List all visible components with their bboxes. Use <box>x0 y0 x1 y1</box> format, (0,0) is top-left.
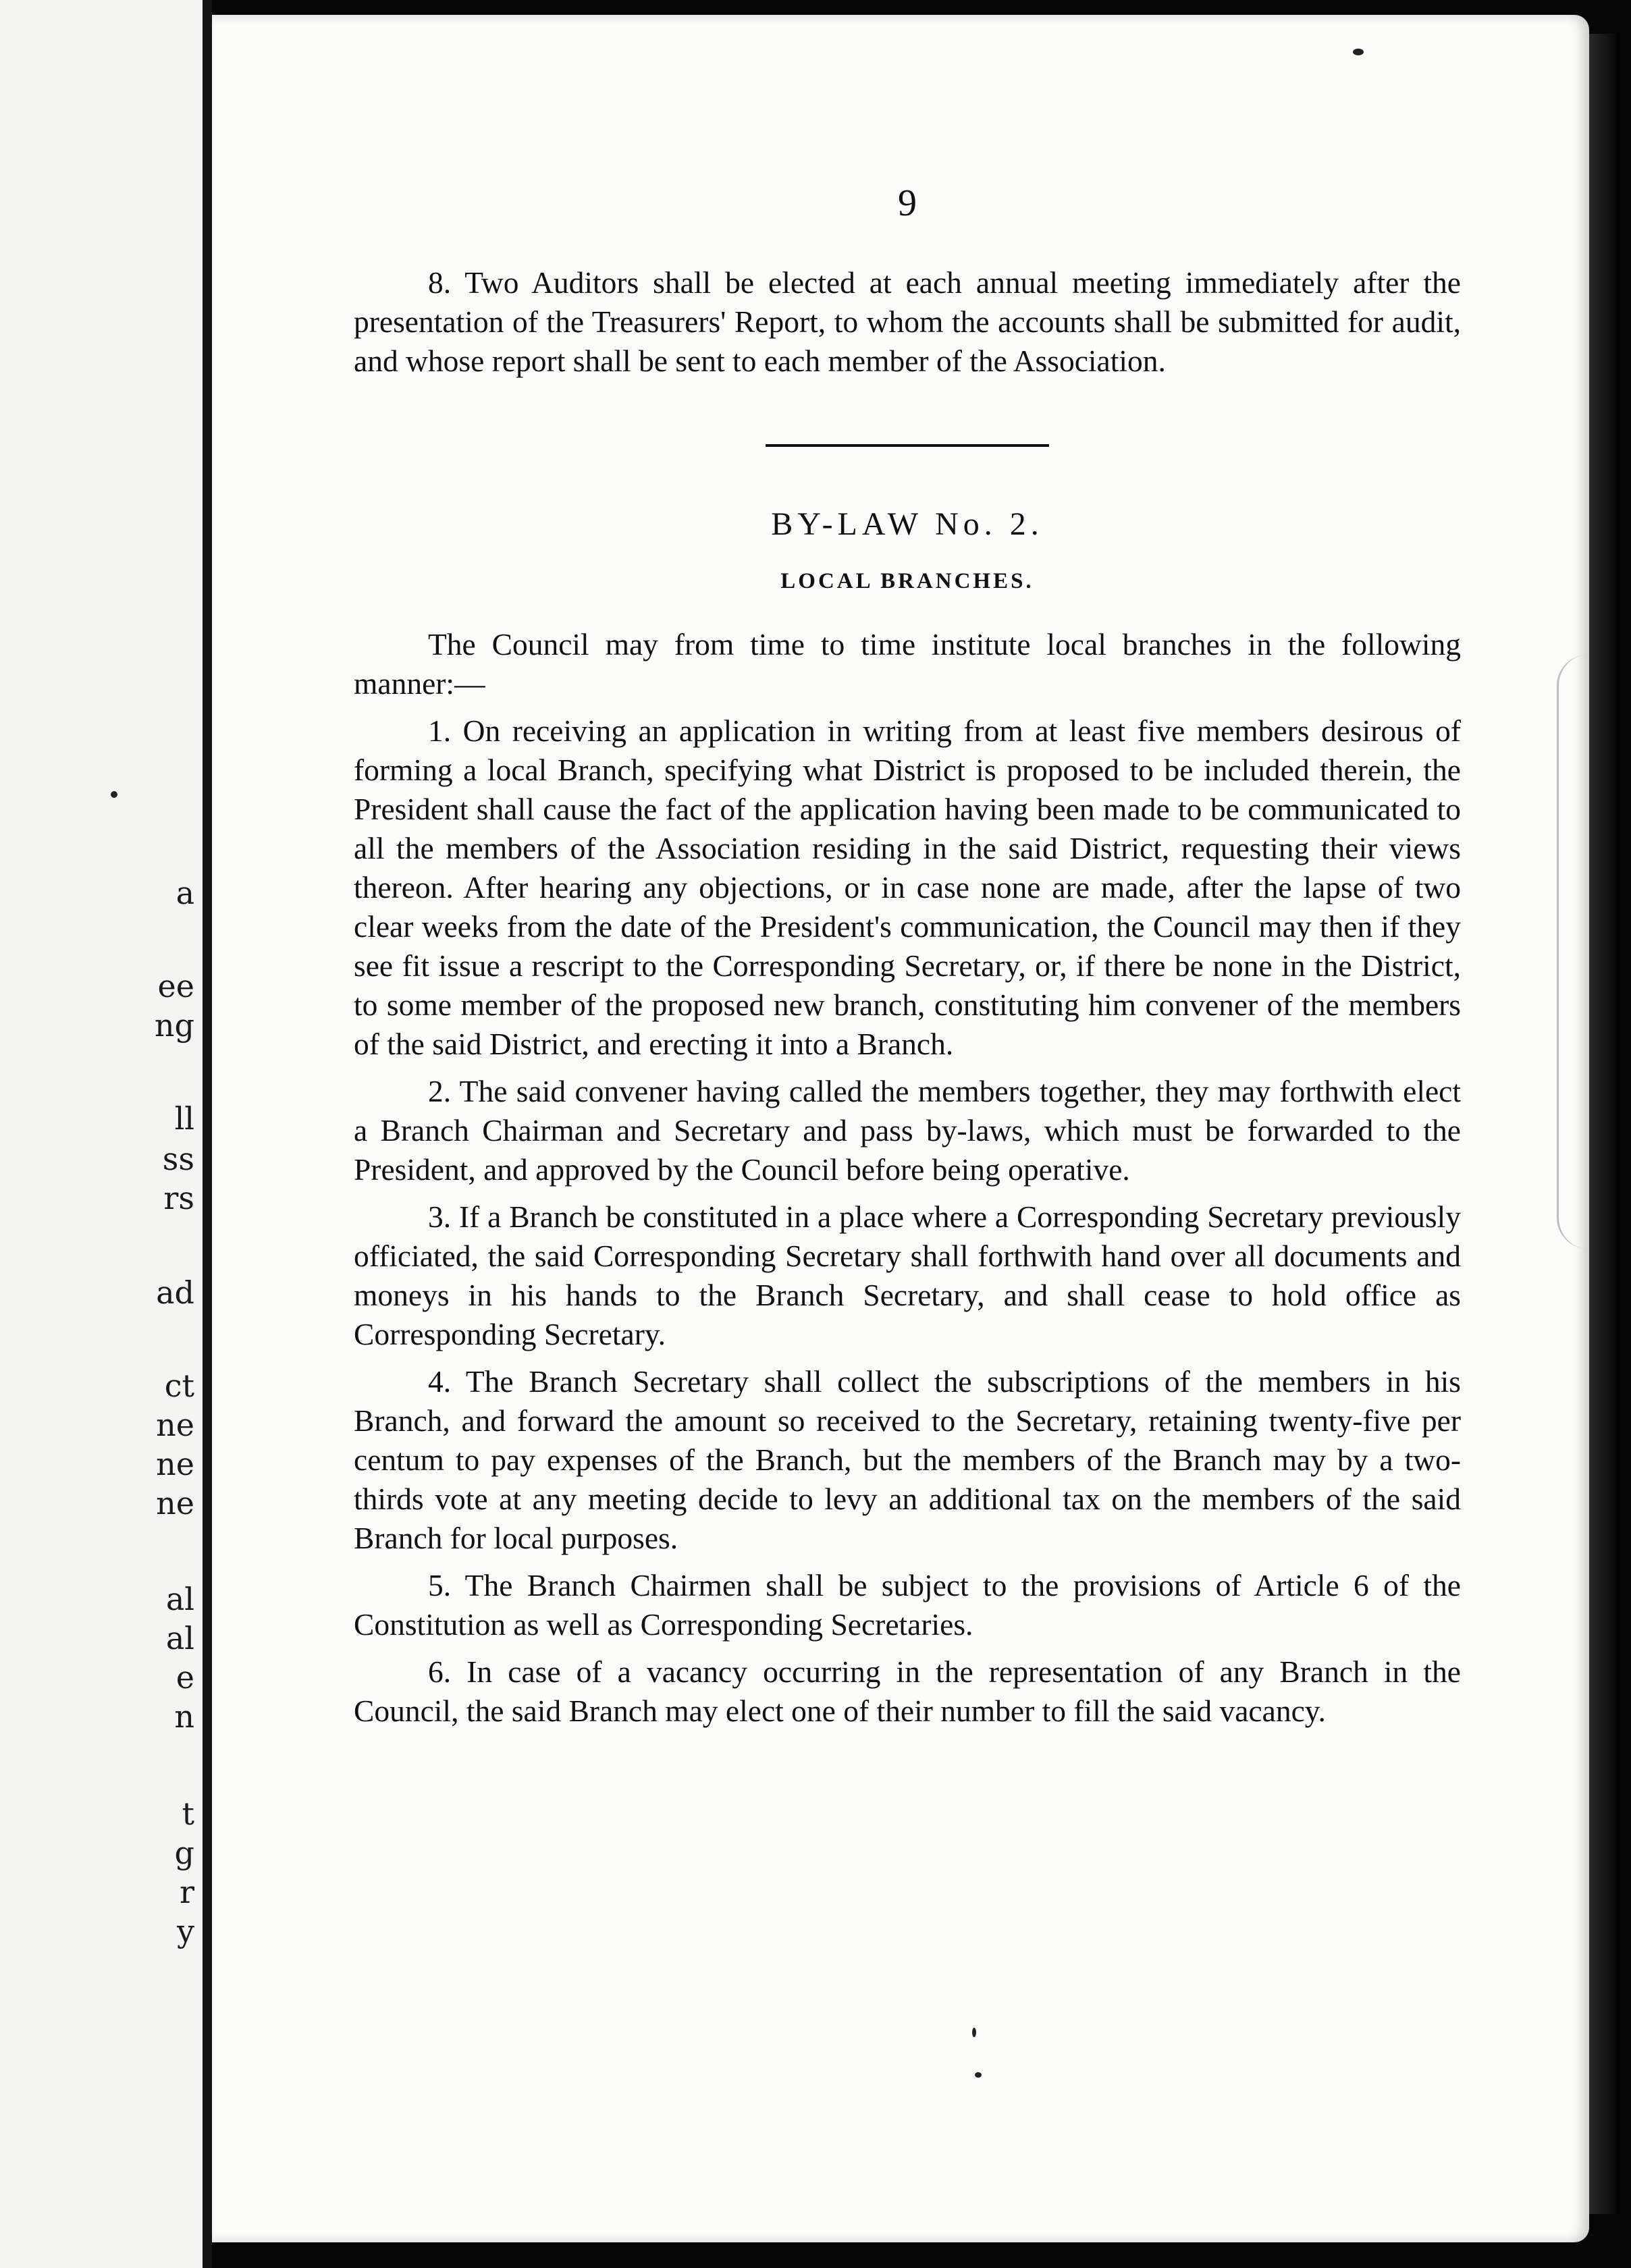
intro-paragraph: The Council may from time to time institute local branches in the following manner:— <box>354 627 1461 701</box>
facing-page-fragment: g <box>174 1835 194 1871</box>
facing-page-fragment: ne <box>156 1485 194 1521</box>
facing-page-fragment: ad <box>156 1274 194 1311</box>
binding-gutter <box>203 0 212 2268</box>
section-title: LOCAL BRANCHES. <box>780 569 1034 593</box>
facing-page-fragment: r <box>180 1874 194 1910</box>
facing-page-fragment: ee <box>157 968 194 1004</box>
section-divider <box>766 444 1049 447</box>
facing-page-fragment: ng <box>154 1007 194 1044</box>
facing-page-fragment: ct <box>164 1368 194 1404</box>
bylaw-heading: BY-LAW No. 2. <box>771 506 1044 542</box>
clause-paragraph: 5. The Branch Chairmen shall be subject to the provisions of Article 6 of the Constitution as well as Corresponding Secretaries. <box>354 1568 1461 1642</box>
facing-page-fragment: ll <box>174 1100 194 1137</box>
document-page <box>212 15 1589 2242</box>
article-8-paragraph: 8. Two Auditors shall be elected at each annual meeting immediately after the presentation of the Treasurers' Report, to whom the accounts shall be submitted for audit, and whose report shall be sent to each member of the Association. <box>354 265 1461 378</box>
clause-paragraph: 3. If a Branch be constituted in a place where a Corresponding Secretary previously officiated, the said Corresponding Secretary shall forthwith hand over all documents and moneys in his hands to the Branch Secretary, and shall cease to hold office as Corresponding Secretary. <box>354 1199 1461 1351</box>
facing-page-fragment: al <box>165 1581 194 1617</box>
ink-speck <box>975 2072 982 2078</box>
page-number: 9 <box>898 182 917 224</box>
clause-paragraph: 2. The said convener having called the members together, they may forthwith elect a Branch Chairman and Secretary and pass by-laws, which must be forwarded to the President, and approved by the Council before being operative. <box>354 1074 1461 1187</box>
ink-speck <box>972 2028 976 2037</box>
clause-paragraph: 1. On receiving an application in writing from at least five members desirous of forming a local Branch, specifying what District is proposed to be included therein, the President shall cause the fact of the application having been made to be communicated to all the members of the Association residing in the said District, requesting their views thereon. After hearing any objections, or in case none are made, after the lapse of two clear weeks from the date of the President's communication, the Council may then if they see fit issue a rescript to the Corresponding Secretary, or, if there be none in the District, to some member of the proposed new branch, constituting him convener of the members of the said District, and erecting it into a Branch. <box>354 713 1461 1061</box>
facing-page-fragment: e <box>176 1659 194 1696</box>
facing-page-fragment: t <box>182 1796 194 1832</box>
facing-page-fragment: y <box>177 1913 194 1949</box>
facing-page-fragment: al <box>165 1620 194 1656</box>
facing-page-fragment: ss <box>162 1141 194 1177</box>
facing-page-fragment: ne <box>156 1446 194 1482</box>
facing-page-fragment: n <box>174 1698 194 1735</box>
clause-paragraph: 4. The Branch Secretary shall collect the subscriptions of the members in his Branch, and forward the amount so received to the Secretary, retaining twenty-five per centum to pay expenses of the Branch, but the members of the Branch may by a two-thirds vote at any meeting decide to levy an additional tax on the members of the said Branch for local purposes. <box>354 1364 1461 1555</box>
facing-page-fragment: rs <box>163 1180 194 1216</box>
facing-page-fragment: a <box>176 875 194 911</box>
clause-paragraph: 6. In case of a vacancy occurring in the representation of any Branch in the Council, the said Branch may elect one of their number to fill the said vacancy. <box>354 1654 1461 1728</box>
facing-page-fragment: ne <box>156 1407 194 1443</box>
page-text <box>354 184 1461 1739</box>
page-fold-shadow <box>1557 655 1590 1249</box>
ink-speck <box>1353 49 1364 55</box>
facing-page-edge <box>0 0 203 2268</box>
page-edge-shadow <box>1589 34 1616 2214</box>
ink-speck <box>111 791 117 798</box>
